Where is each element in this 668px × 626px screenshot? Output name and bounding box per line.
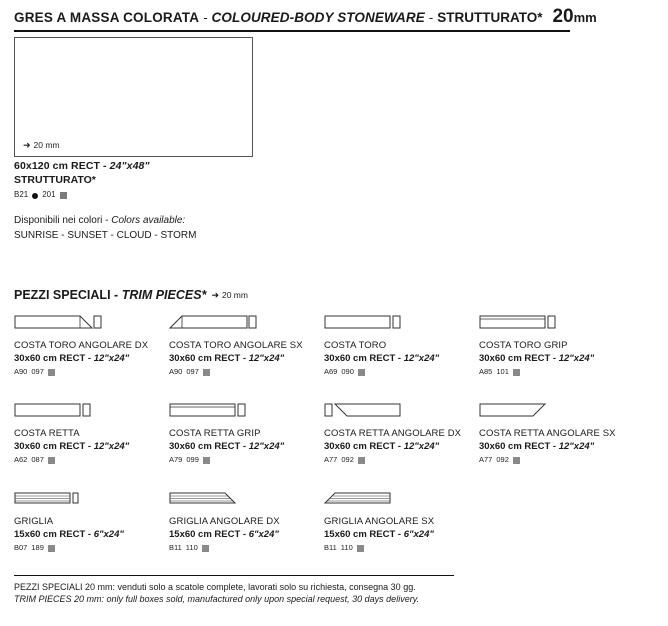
trim-size-cm: 30x60 cm RECT - bbox=[324, 441, 404, 452]
header-separator: - bbox=[203, 10, 208, 25]
main-tile-thickness-label: 20 mm bbox=[33, 140, 60, 150]
trim-item-griglia-angolare-sx bbox=[324, 484, 479, 568]
trim-item-costa-retta-angolare-sx bbox=[479, 396, 634, 484]
square-icon bbox=[48, 369, 55, 376]
trim-code-2: 090 bbox=[341, 367, 354, 376]
trim-item-costa-retta bbox=[14, 396, 169, 484]
header-separator-2: - bbox=[428, 10, 434, 25]
trim-name: COSTA RETTA bbox=[14, 428, 80, 439]
trim-code-2: 189 bbox=[31, 543, 44, 552]
trim-size bbox=[479, 441, 634, 452]
trim-row bbox=[14, 396, 654, 484]
trim-size bbox=[14, 529, 169, 540]
trim-size bbox=[169, 353, 324, 364]
trim-size-cm: 15x60 cm RECT - bbox=[14, 529, 94, 540]
trim-code-1: A90 bbox=[14, 367, 28, 376]
trim-code-2: 092 bbox=[496, 455, 509, 464]
trim-name: COSTA TORO ANGOLARE DX bbox=[14, 340, 149, 351]
trim-codes bbox=[14, 543, 169, 552]
trim-size-cm: 15x60 cm RECT - bbox=[324, 529, 404, 540]
header-thickness-value: 20 bbox=[552, 6, 574, 27]
trim-size-in: 6"x24" bbox=[248, 529, 279, 540]
square-icon bbox=[48, 457, 55, 464]
square-icon bbox=[358, 369, 365, 376]
trim-heading-it: PEZZI SPECIALI bbox=[14, 288, 111, 302]
main-tile-finish: STRUTTURATO* bbox=[14, 174, 96, 186]
trim-code-2: 087 bbox=[31, 455, 44, 464]
colors-label-en: Colors available: bbox=[111, 215, 186, 226]
trim-item-empty bbox=[479, 484, 634, 568]
footer-divider bbox=[14, 575, 454, 576]
main-tile-codes bbox=[14, 190, 67, 199]
header-thickness bbox=[552, 6, 596, 28]
trim-size-in: 12"x24" bbox=[93, 353, 130, 364]
trim-size-in: 12"x24" bbox=[558, 441, 595, 452]
square-icon bbox=[203, 369, 210, 376]
trim-code-1: B11 bbox=[169, 543, 182, 552]
trim-codes bbox=[169, 367, 324, 376]
trim-size-in: 12"x24" bbox=[93, 441, 130, 452]
costa-toro-grip-icon bbox=[479, 308, 634, 338]
costa-toro-ang-dx-icon bbox=[14, 308, 169, 338]
trim-code-1: A77 bbox=[479, 455, 493, 464]
trim-size bbox=[169, 529, 324, 540]
main-tile-thickness bbox=[23, 140, 60, 150]
square-icon bbox=[357, 545, 364, 552]
colors-label-it: Disponibili nei colori - bbox=[14, 215, 112, 226]
trim-code-1: B07 bbox=[14, 543, 28, 552]
trim-codes bbox=[324, 543, 479, 552]
trim-codes bbox=[14, 455, 169, 464]
costa-toro-icon bbox=[324, 308, 479, 338]
trim-code-2: 110 bbox=[185, 543, 198, 552]
colors-available-label bbox=[14, 215, 185, 226]
trim-size-in: 6"x24" bbox=[93, 529, 124, 540]
trim-item-costa-toro-angolare-sx bbox=[169, 308, 324, 396]
footer-notes bbox=[14, 575, 634, 604]
trim-code-1: B11 bbox=[324, 543, 337, 552]
trim-code-1: A90 bbox=[169, 367, 183, 376]
trim-item-costa-retta-angolare-dx bbox=[324, 396, 479, 484]
trim-heading-en: TRIM PIECES* bbox=[121, 288, 207, 302]
trim-code-1: A69 bbox=[324, 367, 338, 376]
trim-size-in: 12"x24" bbox=[403, 353, 440, 364]
trim-size-in: 6"x24" bbox=[403, 529, 434, 540]
trim-size bbox=[324, 529, 479, 540]
colors-list: SUNRISE - SUNSET - CLOUD - STORM bbox=[14, 230, 197, 241]
trim-heading-dash: - bbox=[114, 288, 119, 302]
trim-name: GRIGLIA ANGOLARE SX bbox=[324, 516, 435, 527]
header-structure-label: STRUTTURATO* bbox=[437, 10, 543, 25]
trim-size-in: 12"x24" bbox=[558, 353, 595, 364]
trim-code-2: 097 bbox=[31, 367, 44, 376]
costa-retta-ang-dx-icon bbox=[324, 396, 479, 426]
costa-retta-grip-icon bbox=[169, 396, 324, 426]
trim-size bbox=[324, 353, 479, 364]
square-icon bbox=[48, 545, 55, 552]
trim-row bbox=[14, 484, 654, 568]
trim-heading-thickness-label: 20 mm bbox=[221, 290, 248, 300]
trim-heading-thickness bbox=[211, 290, 248, 300]
square-icon bbox=[513, 369, 520, 376]
griglia-icon bbox=[14, 484, 169, 514]
main-tile-code-2: 201 bbox=[42, 190, 56, 199]
trim-name: COSTA RETTA ANGOLARE SX bbox=[479, 428, 616, 439]
trim-size-in: 12"x24" bbox=[403, 441, 440, 452]
trim-code-1: A79 bbox=[169, 455, 183, 464]
square-icon bbox=[203, 457, 210, 464]
main-tile-size bbox=[14, 160, 150, 172]
main-tile-image bbox=[14, 37, 253, 157]
griglia-ang-dx-icon bbox=[169, 484, 324, 514]
trim-name: COSTA TORO bbox=[324, 340, 387, 351]
header-subtitle: COLOURED-BODY STONEWARE bbox=[211, 10, 425, 25]
trim-size-cm: 30x60 cm RECT - bbox=[14, 353, 94, 364]
trim-code-2: 097 bbox=[186, 367, 199, 376]
trim-size-cm: 30x60 cm RECT - bbox=[169, 353, 249, 364]
page-header bbox=[14, 6, 654, 32]
trim-name: GRIGLIA bbox=[14, 516, 54, 527]
trim-size-cm: 15x60 cm RECT - bbox=[169, 529, 249, 540]
trim-item-costa-toro-grip bbox=[479, 308, 634, 396]
trim-size bbox=[479, 353, 634, 364]
trim-name: COSTA RETTA GRIP bbox=[169, 428, 261, 439]
costa-retta-ang-sx-icon bbox=[479, 396, 634, 426]
header-title: GRES A MASSA COLORATA bbox=[14, 10, 200, 25]
square-icon bbox=[358, 457, 365, 464]
trim-size-cm: 30x60 cm RECT - bbox=[14, 441, 94, 452]
trim-name: GRIGLIA ANGOLARE DX bbox=[169, 516, 280, 527]
footer-note-it: PEZZI SPECIALI 20 mm: venduti solo a scatole complete, lavorati solo su richiesta, consegna 30 gg. bbox=[14, 582, 416, 592]
trim-pieces-heading bbox=[14, 288, 248, 302]
trim-size bbox=[14, 353, 169, 364]
main-tile-size-in: 24"x48" bbox=[109, 160, 150, 172]
trim-code-2: 101 bbox=[496, 367, 509, 376]
square-icon bbox=[60, 192, 67, 199]
header-divider bbox=[14, 30, 570, 32]
trim-row bbox=[14, 308, 654, 396]
trim-name: COSTA RETTA ANGOLARE DX bbox=[324, 428, 462, 439]
trim-size-in: 12"x24" bbox=[248, 353, 285, 364]
trim-item-griglia-angolare-dx bbox=[169, 484, 324, 568]
trim-item-costa-toro bbox=[324, 308, 479, 396]
thickness-arrow-icon: ➜ bbox=[23, 139, 31, 150]
trim-size bbox=[14, 441, 169, 452]
trim-codes bbox=[169, 543, 324, 552]
dot-icon bbox=[32, 193, 38, 199]
costa-toro-ang-sx-icon bbox=[169, 308, 324, 338]
trim-size-cm: 30x60 cm RECT - bbox=[479, 441, 559, 452]
trim-codes bbox=[324, 367, 479, 376]
main-tile-code-1: B21 bbox=[14, 190, 29, 199]
trim-size-cm: 30x60 cm RECT - bbox=[324, 353, 404, 364]
trim-codes bbox=[169, 455, 324, 464]
trim-codes bbox=[479, 455, 634, 464]
trim-size bbox=[169, 441, 324, 452]
trim-item-costa-retta-grip bbox=[169, 396, 324, 484]
trim-size bbox=[324, 441, 479, 452]
trim-codes bbox=[479, 367, 634, 376]
trim-code-2: 092 bbox=[341, 455, 354, 464]
trim-pieces-grid bbox=[14, 308, 654, 568]
trim-codes bbox=[14, 367, 169, 376]
trim-size-cm: 30x60 cm RECT - bbox=[479, 353, 559, 364]
trim-name: COSTA TORO ANGOLARE SX bbox=[169, 340, 303, 351]
trim-size-cm: 30x60 cm RECT - bbox=[169, 441, 249, 452]
trim-code-1: A85 bbox=[479, 367, 493, 376]
trim-name: COSTA TORO GRIP bbox=[479, 340, 568, 351]
square-icon bbox=[513, 457, 520, 464]
trim-item-griglia bbox=[14, 484, 169, 568]
trim-codes bbox=[324, 455, 479, 464]
thickness-arrow-icon: ➜ bbox=[211, 289, 219, 300]
header-thickness-unit: mm bbox=[573, 10, 597, 25]
trim-code-2: 110 bbox=[340, 543, 353, 552]
trim-item-costa-toro-angolare-dx bbox=[14, 308, 169, 396]
square-icon bbox=[202, 545, 209, 552]
costa-retta-icon bbox=[14, 396, 169, 426]
main-tile-size-cm: 60x120 cm RECT - bbox=[14, 160, 110, 172]
griglia-ang-sx-icon bbox=[324, 484, 479, 514]
footer-note-en: TRIM PIECES 20 mm: only full boxes sold, manufactured only upon special request, 30 days delivery. bbox=[14, 594, 420, 604]
trim-code-1: A62 bbox=[14, 455, 28, 464]
trim-size-in: 12"x24" bbox=[248, 441, 285, 452]
trim-code-2: 099 bbox=[186, 455, 199, 464]
trim-code-1: A77 bbox=[324, 455, 338, 464]
